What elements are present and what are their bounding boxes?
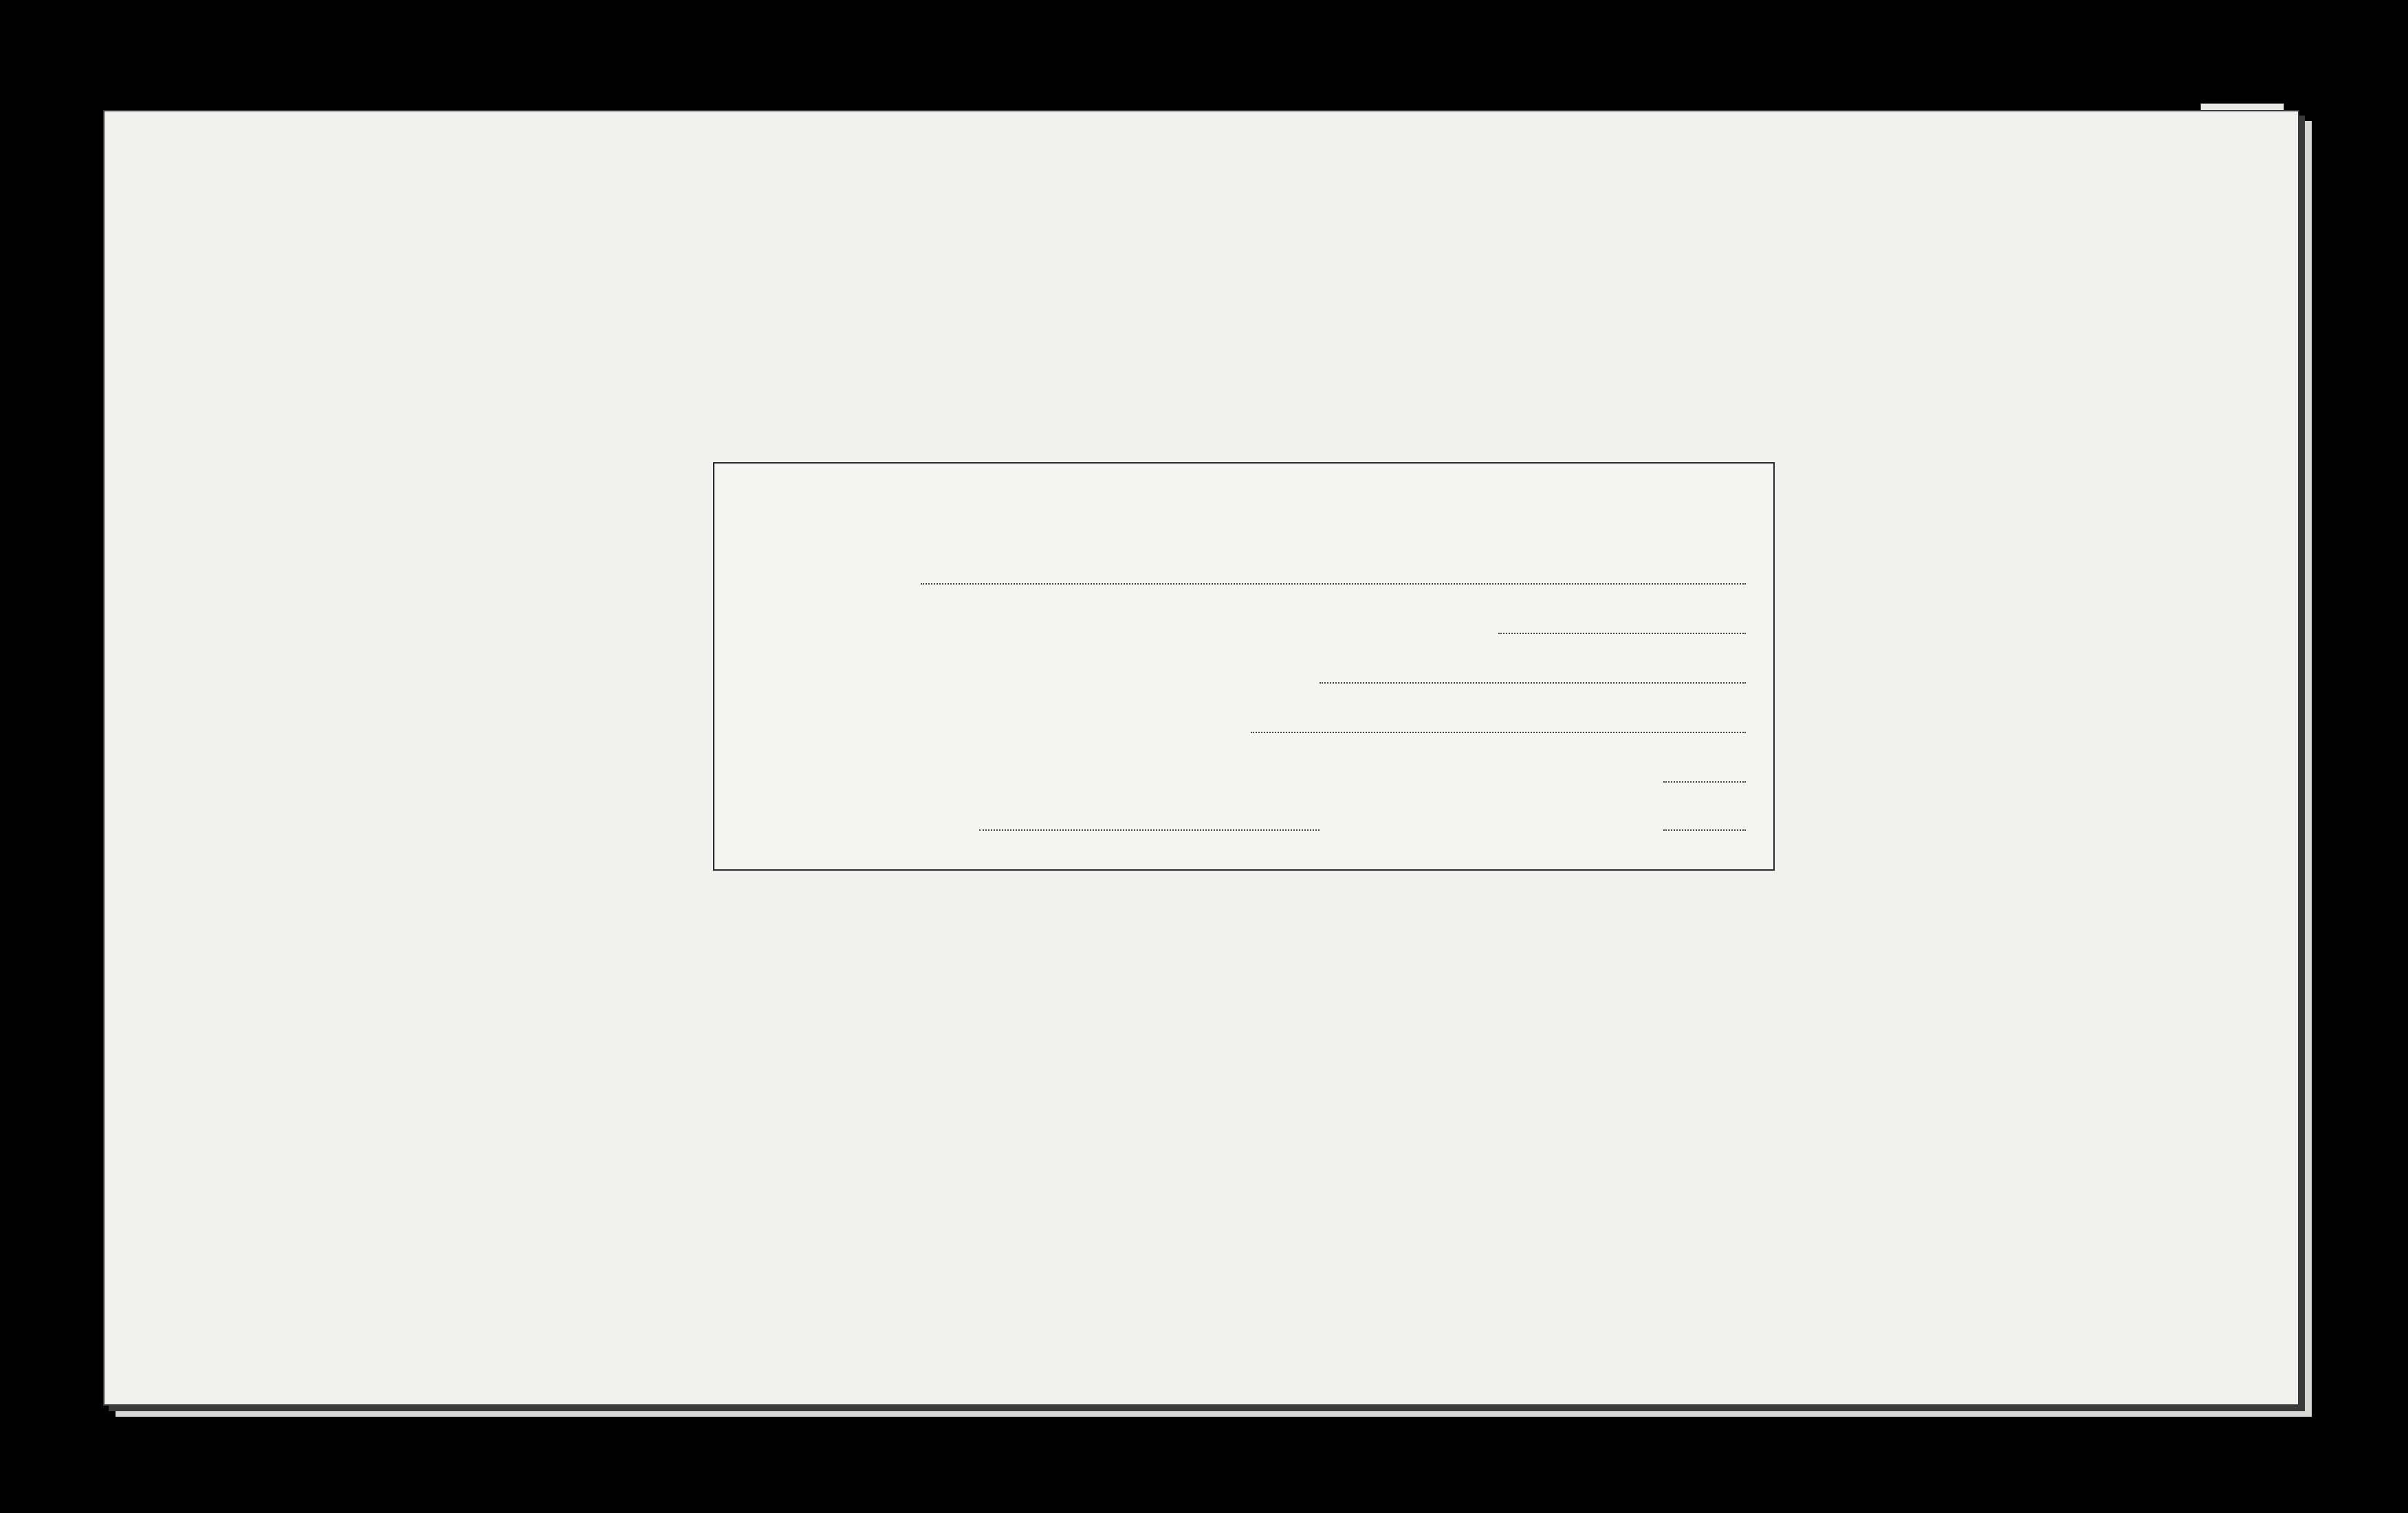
fill-line xyxy=(1320,682,1746,684)
fill-line xyxy=(921,583,1746,585)
fill-line xyxy=(979,829,1320,831)
fill-line xyxy=(1663,829,1746,831)
fill-line xyxy=(1498,633,1746,634)
private-farms-box xyxy=(713,462,1775,871)
fill-line xyxy=(1251,732,1746,733)
fill-line xyxy=(1663,781,1746,783)
census-card-sheet xyxy=(103,110,2299,1406)
